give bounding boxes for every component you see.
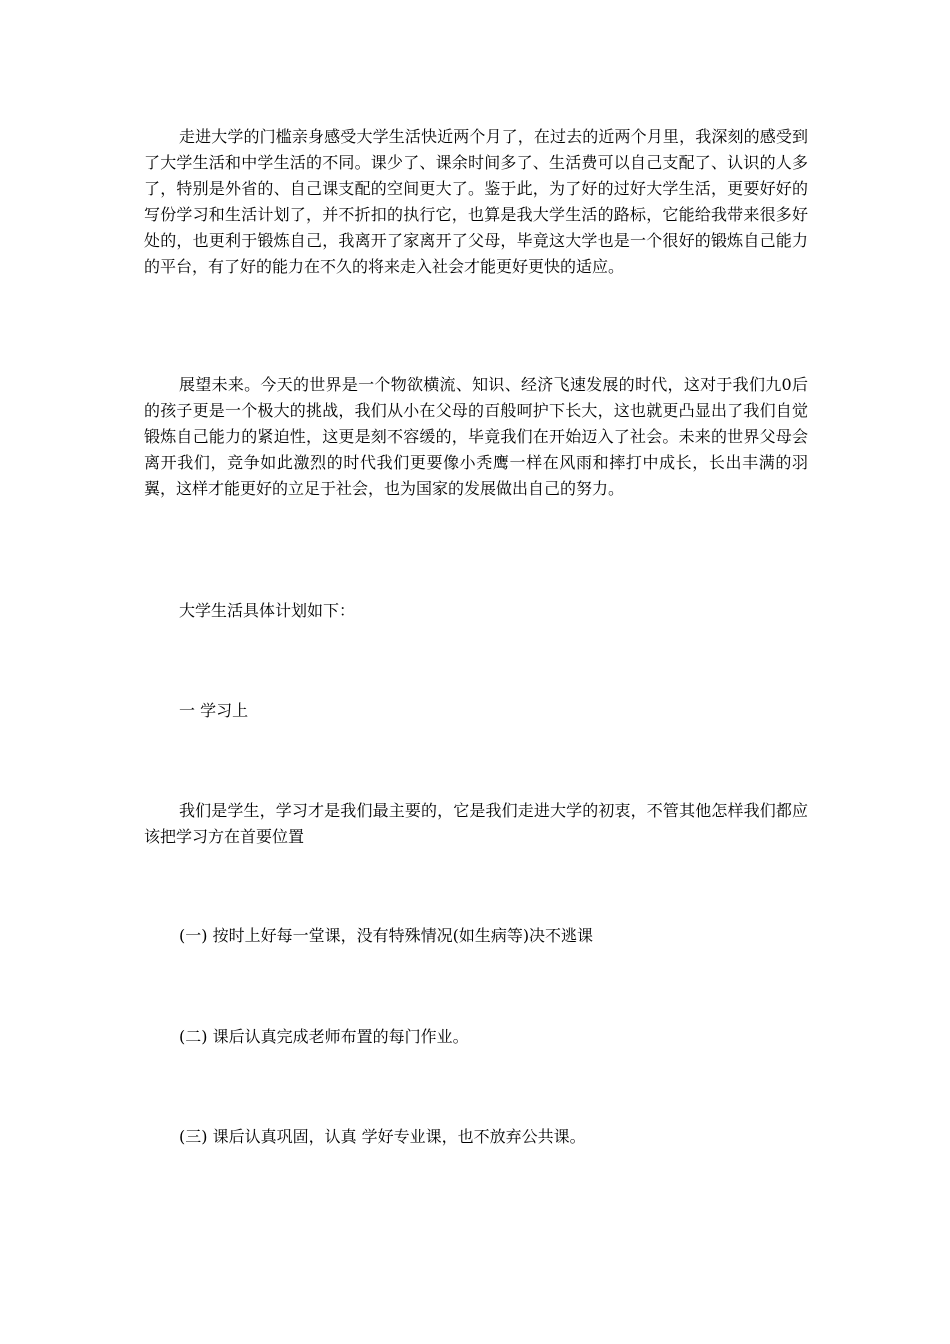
section-heading-study: 一 学习上 bbox=[179, 701, 249, 720]
plan-heading: 大学生活具体计划如下： bbox=[179, 601, 356, 620]
intro-paragraph: 走进大学的门槛亲身感受大学生活快近两个月了，在过去的近两个月里，我深刻的感受到了大学生活和中学生活的不同。课少了、课余时间多了、生活费可以自己支配了、认识的人多了，特别是外省的、自己课支配的空间更大了。鉴于此，为了好的过好大学生活，更要好好的写份学习和生活计划了，并不折扣的执行它，也算是我大学生活的路标，它能给我带来很多好处的，也更利于锻炼自己，我离开了家离开了父母，毕竟这大学也是一个很好的锻炼自己能力的平台，有了好的能力在不久的将来走入社会才能更好更快的适应。 bbox=[144, 127, 808, 276]
list-item-2: (二) 课后认真完成老师布置的每门作业。 bbox=[179, 1027, 469, 1046]
outlook-paragraph: 展望未来。今天的世界是一个物欲横流、知识、经济飞速发展的时代，这对于我们九0后的孩子更是一个极大的挑战，我们从小在父母的百般呵护下长大，这也就更凸显出了我们自觉锻炼自己能力的紧迫性，这更是刻不容缓的，毕竟我们在开始迈入了社会。未来的世界父母会离开我们，竞争如此激烈的时代我们更要像小秃鹰一样在风雨和摔打中成长，长出丰满的羽翼，这样才能更好的立足于社会，也为国家的发展做出自己的努力。 bbox=[144, 375, 808, 498]
list-item-3: (三) 课后认真巩固，认真 学好专业课，也不放弃公共课。 bbox=[179, 1127, 586, 1146]
list-item-1: (一) 按时上好每一堂课，没有特殊情况(如生病等)决不逃课 bbox=[179, 926, 594, 945]
study-paragraph: 我们是学生，学习才是我们最主要的，它是我们走进大学的初衷，不管其他怎样我们都应该把学习方在首要位置 bbox=[144, 801, 808, 846]
